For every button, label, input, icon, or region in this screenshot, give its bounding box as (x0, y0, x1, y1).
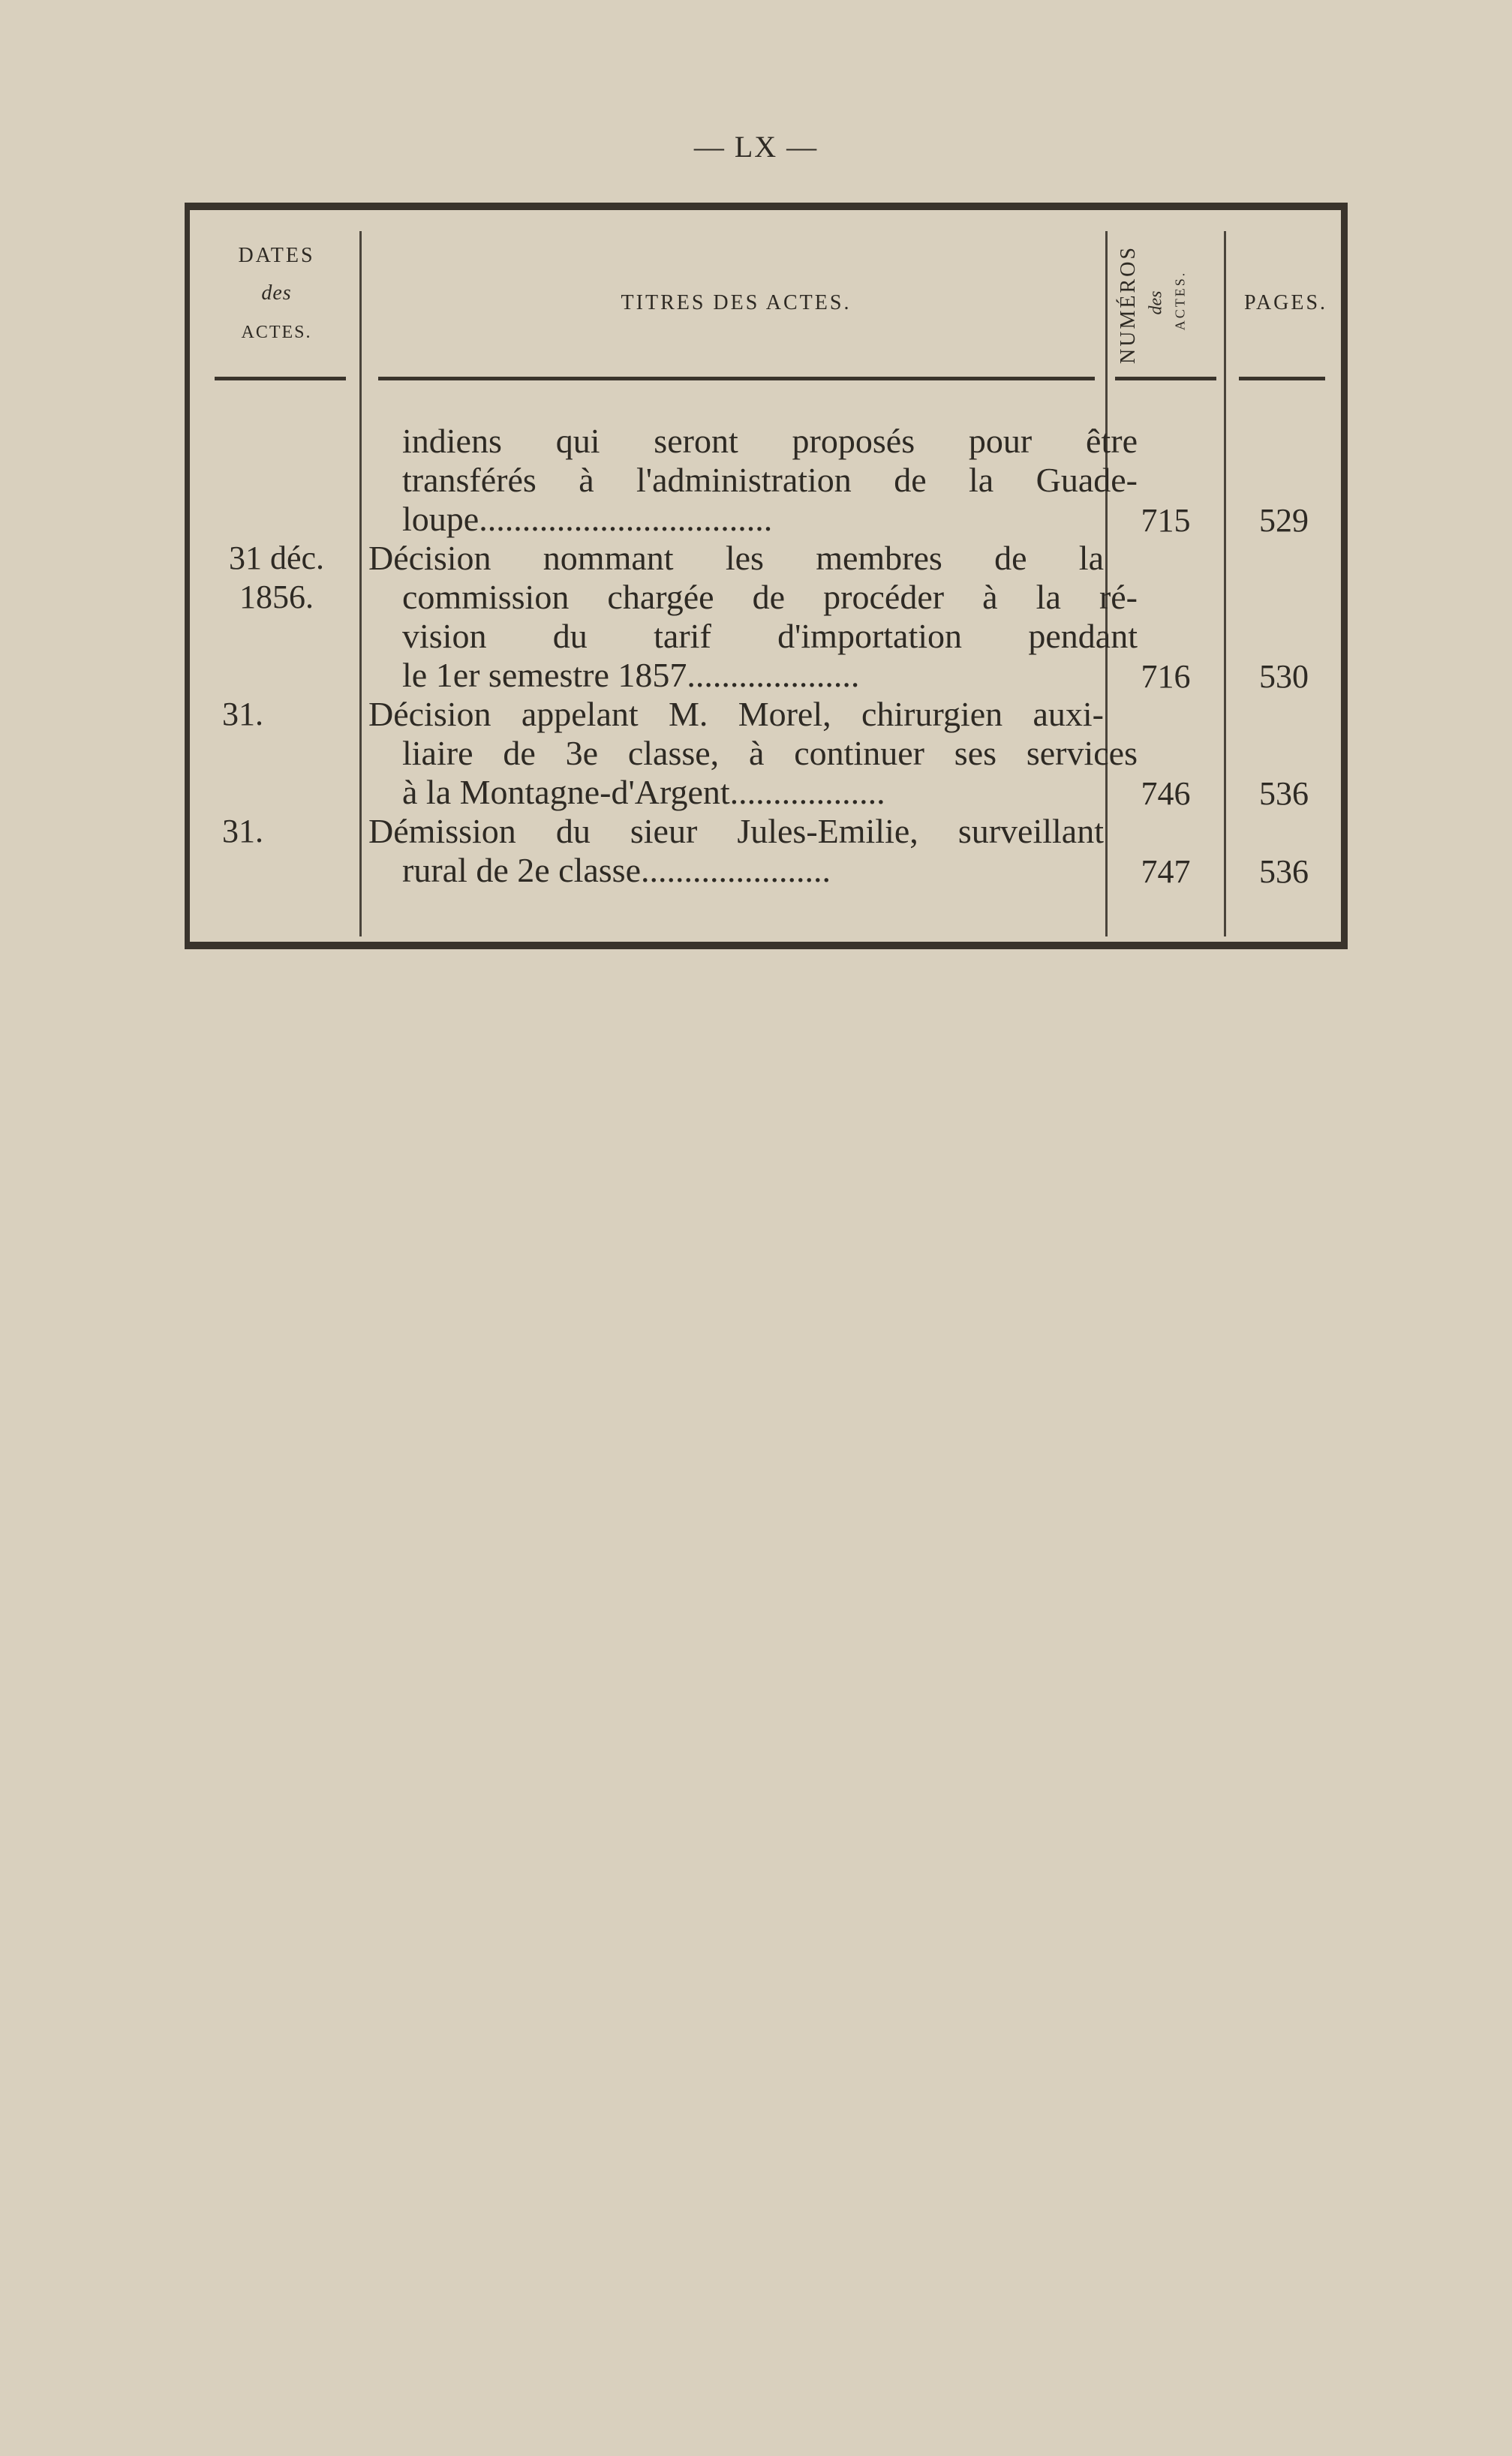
entry-2-date-line-2: 1856. (239, 579, 314, 615)
table-left-border (185, 203, 190, 949)
entry-2-line-1: Décision nommant les membres de la (368, 539, 1104, 577)
header-pages: PAGES. (1243, 291, 1328, 314)
entry-4-number: 747 (1141, 853, 1191, 890)
column-divider-numbers (1224, 231, 1226, 936)
header-numbers (1111, 240, 1220, 375)
entry-4-line-2: rural de 2e classe...................... (402, 851, 831, 889)
header-dates-actes: ACTES. (241, 323, 312, 342)
entry-2-line-2: commission chargée de procéder à la ré- (402, 578, 1138, 616)
header-dates-des: des (261, 281, 292, 305)
header-numbers-main: NUMÉROS (1117, 245, 1140, 364)
entry-1-line-3: loupe.................................. (402, 500, 773, 538)
entry-3-number: 746 (1141, 775, 1191, 812)
table-top-rule (185, 203, 1348, 210)
table-right-border (1341, 203, 1348, 949)
header-titles: TITRES DES ACTES. (621, 291, 852, 314)
entry-1-page: 529 (1259, 502, 1309, 539)
header-numbers-actes: ACTES. (1172, 270, 1188, 331)
entry-3-line-1: Décision appelant M. Morel, chirurgien auxi- (368, 695, 1104, 733)
entry-2-line-3: vision du tarif d'importation pendant (402, 617, 1138, 655)
entry-3-line-3: à la Montagne-d'Argent.................. (402, 773, 885, 811)
entry-1-line-2: transférés à l'administration de la Guade- (402, 461, 1138, 499)
entry-2-line-4: le 1er semestre 1857.................... (402, 656, 860, 694)
header-underline-numbers (1115, 377, 1216, 380)
page-number: — LX — (693, 130, 819, 164)
entry-1-line-1: indiens qui seront proposés pour être (402, 422, 1138, 460)
header-dates: DATES (238, 244, 315, 267)
header-underline-pages (1239, 377, 1325, 380)
table-bottom-rule (185, 942, 1348, 949)
entry-3-date: 31. (222, 696, 263, 732)
entry-4-page: 536 (1259, 853, 1309, 890)
header-numbers-des: des (1146, 290, 1166, 315)
header-underline-titles (378, 377, 1095, 380)
entry-1-number: 715 (1141, 502, 1191, 539)
entry-2-number: 716 (1141, 658, 1191, 695)
entry-2-date-line-1: 31 déc. (228, 540, 325, 576)
entry-2-page: 530 (1259, 658, 1309, 695)
entry-4-line-1: Démission du sieur Jules-Emilie, surveillant (368, 812, 1104, 850)
header-underline-dates (215, 377, 346, 380)
entry-3-line-2: liaire de 3e classe, à continuer ses services (402, 734, 1138, 772)
entry-3-page: 536 (1259, 775, 1309, 812)
acts-index-table (185, 203, 1348, 949)
entry-4-date: 31. (222, 813, 263, 849)
